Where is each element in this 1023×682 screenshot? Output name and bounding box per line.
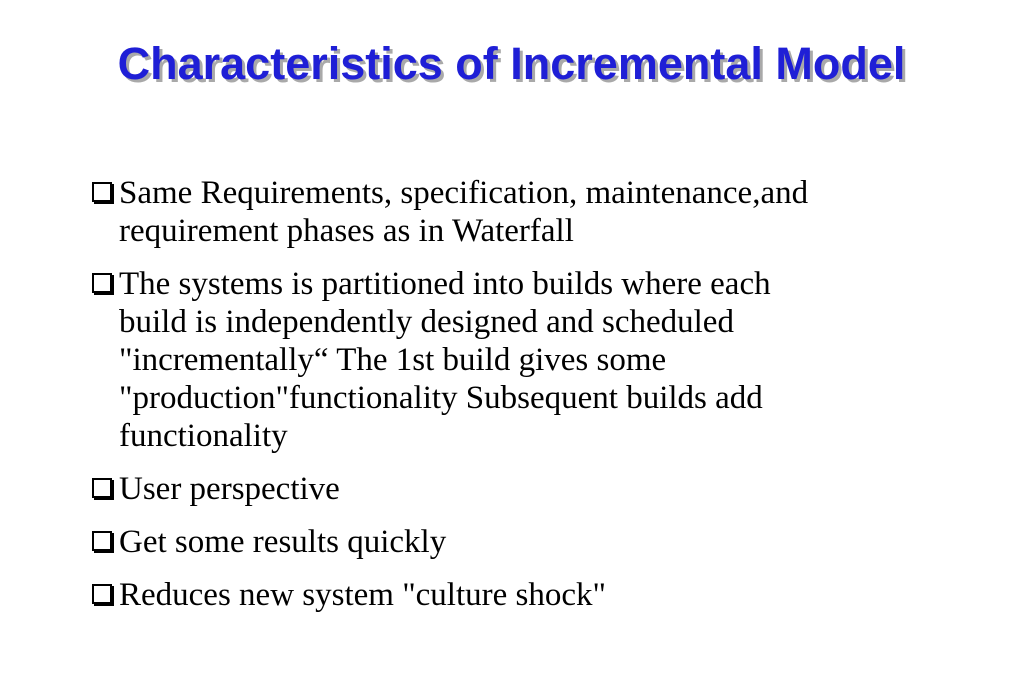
hollow-square-bullet-icon [92, 273, 112, 293]
slide-title: Characteristics of Incremental Model [117, 38, 906, 89]
bullet-text: Same Requirements, specification, maintenance,and requirement phases as in Waterfall [119, 175, 809, 249]
bullet-item [90, 523, 970, 561]
bullet-text: Reduces new system "culture shock" [119, 577, 606, 613]
hollow-square-bullet-icon [92, 182, 112, 202]
bullet-item [90, 576, 970, 614]
bullet-item [90, 174, 970, 250]
bullet-text: User perspective [119, 471, 340, 507]
bullet-item [90, 265, 970, 455]
hollow-square-bullet-icon [92, 478, 112, 498]
hollow-square-bullet-icon [92, 531, 112, 551]
bullet-item [90, 470, 970, 508]
bullet-text: Get some results quickly [119, 524, 447, 560]
bullet-list [90, 174, 970, 629]
bullet-text: The systems is partitioned into builds where each build is independently designed and scheduled "incrementally“ The 1st build gives some "production"functionality Subsequent builds add functionality [119, 266, 771, 454]
hollow-square-bullet-icon [92, 584, 112, 604]
